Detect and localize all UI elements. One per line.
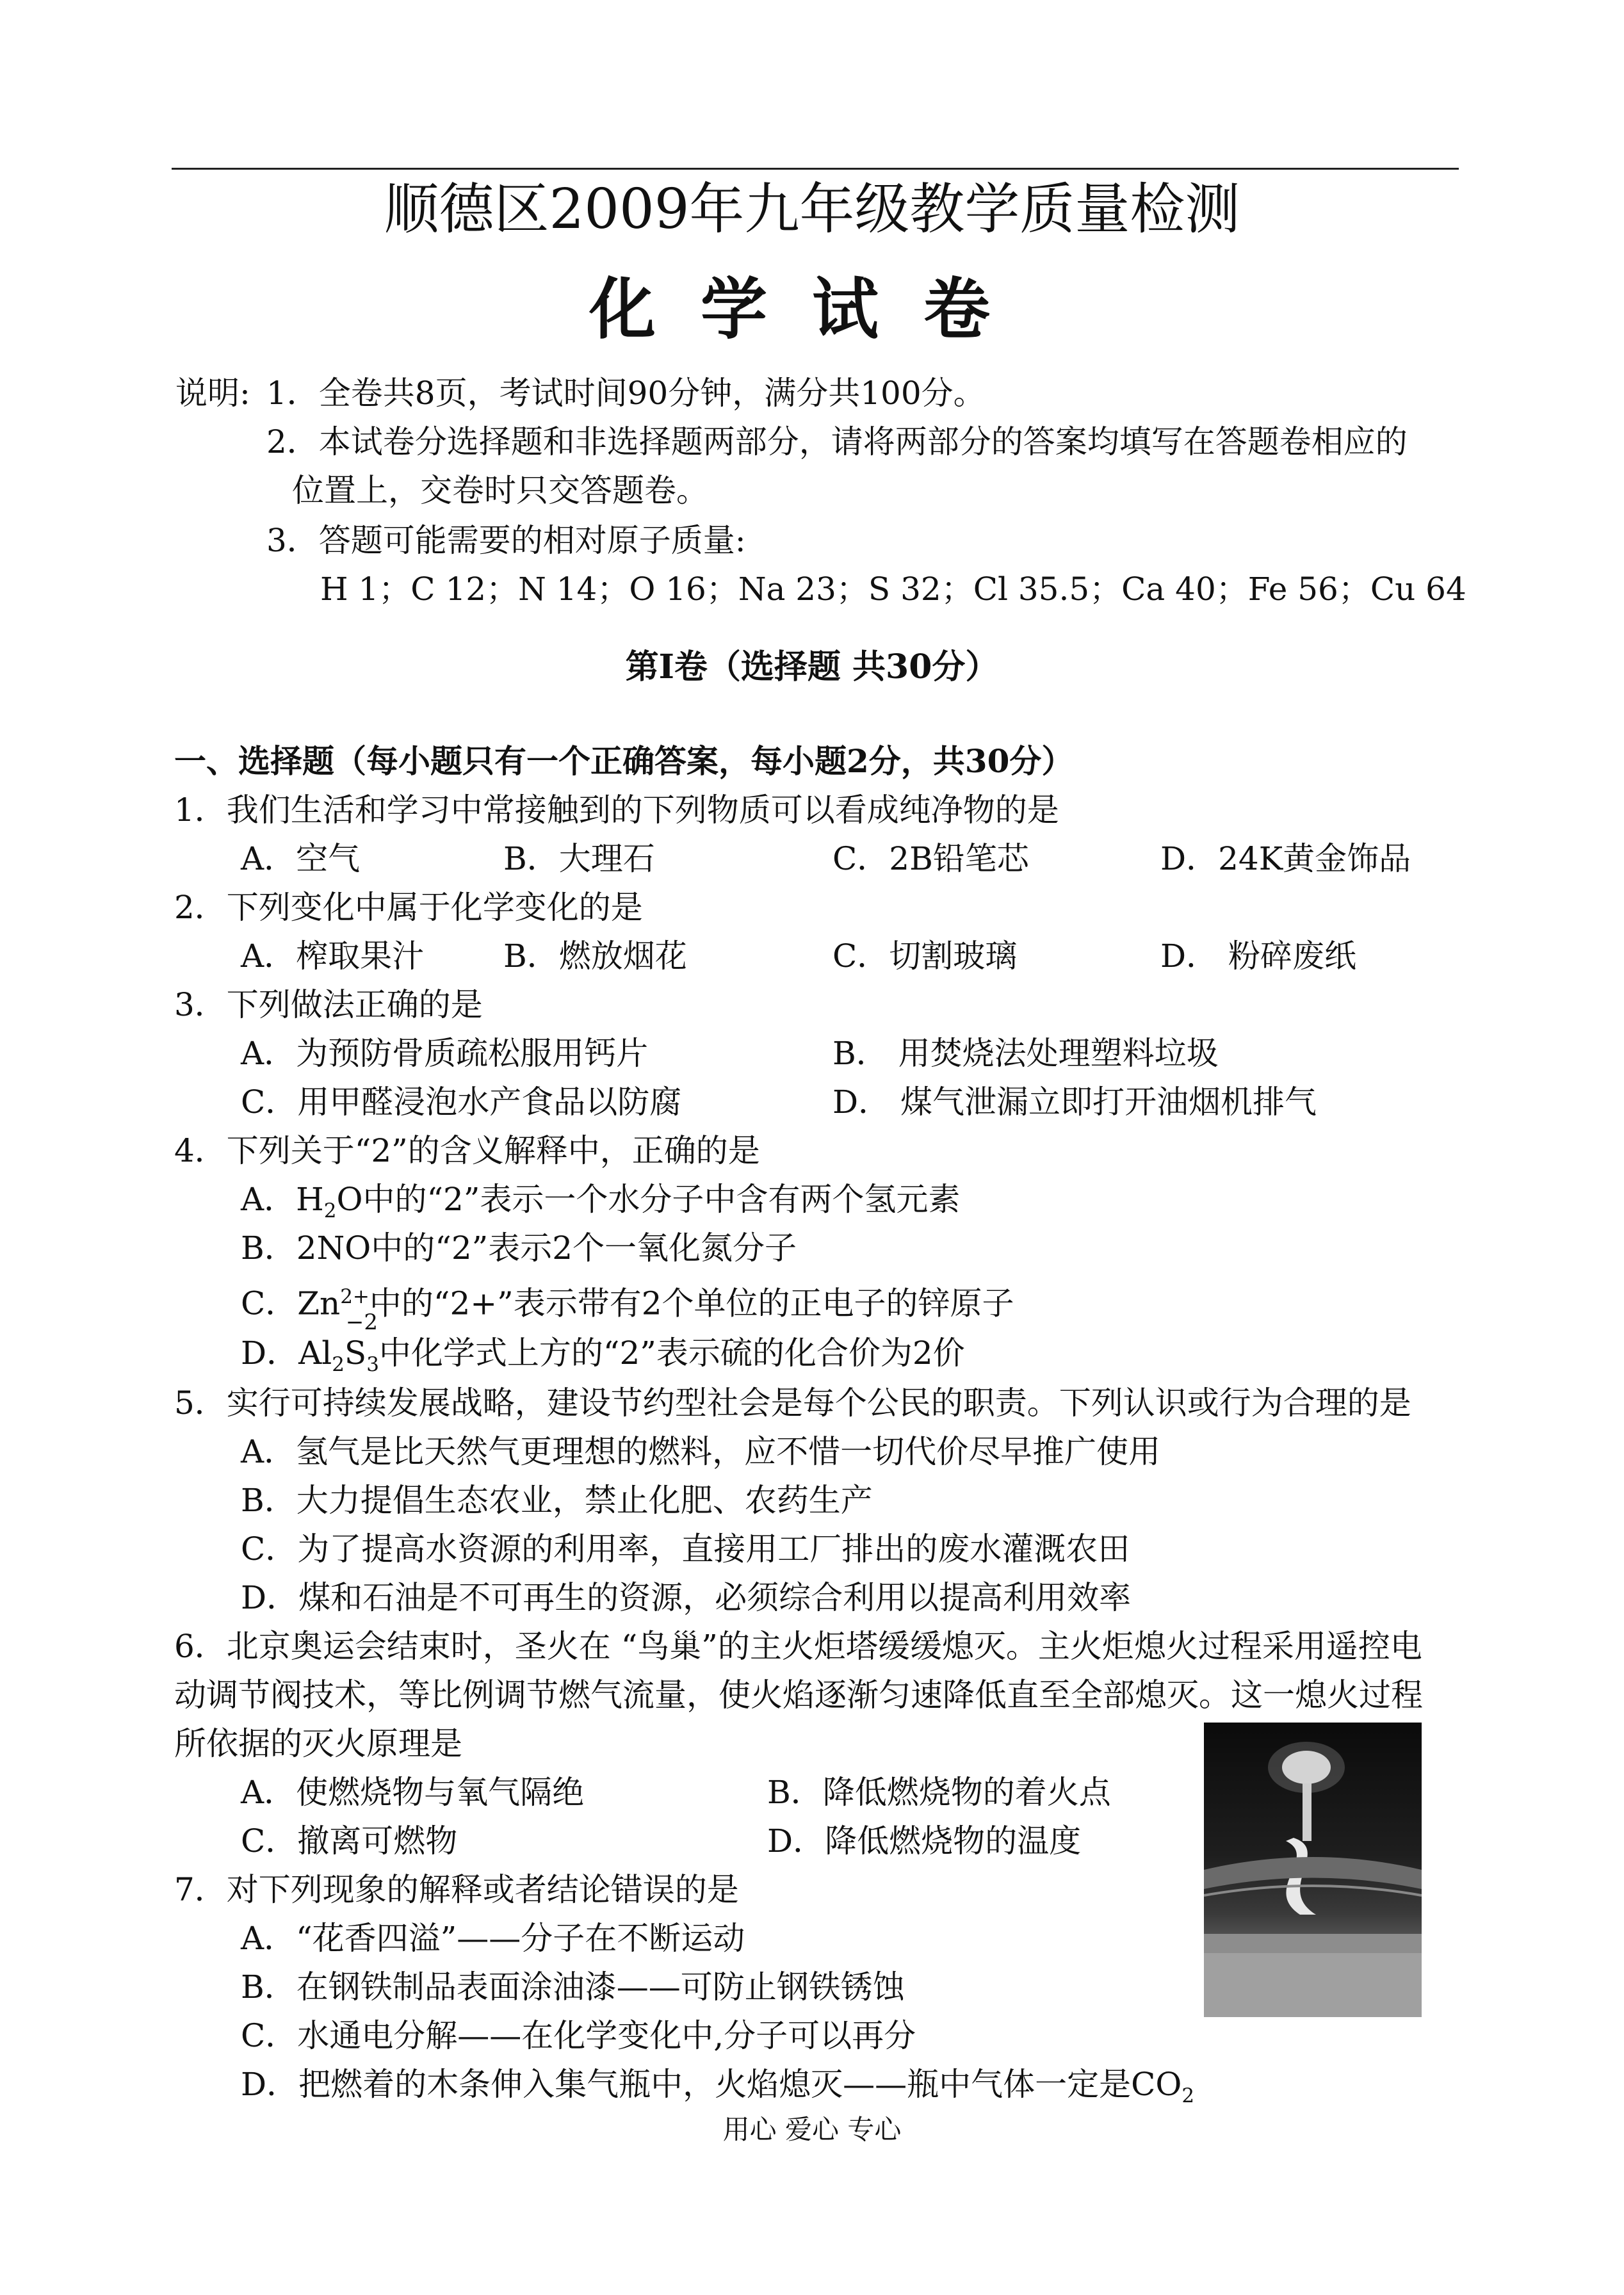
- q2-stem: 2．下列变化中属于化学变化的是: [174, 889, 643, 926]
- section-title: 第Ⅰ卷（选择题 共30分）: [625, 647, 999, 686]
- instruction-3: 3．答题可能需要的相对原子质量:: [266, 522, 746, 559]
- q3-option-a: A．为预防骨质疏松服用钙片: [241, 1035, 649, 1072]
- q7-option-d: D．把燃着的木条伸入集气瓶中，火焰熄灭——瓶中气体一定是$CO_2$: [241, 2066, 1195, 2107]
- q5-option-c: C．为了提高水资源的利用率，直接用工厂排出的废水灌溉农田: [241, 1530, 1130, 1568]
- atomic-masses: H 1；C 12；N 14；O 16；Na 23；S 32；Cl 35.5；Ca 40；Fe 56；Cu 64: [320, 571, 1466, 608]
- instruction-1: 1．全卷共8页，考试时间90分钟，满分共100分。: [266, 375, 986, 412]
- q5-option-b: B．大力提倡生态农业，禁止化肥、农药生产: [241, 1482, 873, 1519]
- part-heading: 一、选择题（每小题只有一个正确答案，每小题2分，共30分）: [174, 742, 1074, 780]
- q1-option-c: C．2B铅笔芯: [832, 840, 1029, 877]
- q1-option-b: B．大理石: [503, 840, 655, 877]
- q4-option-d: D．$Al_2$ −2 $S_3$中化学式上方的“2”表示硫的化合价为2价: [241, 1310, 965, 1376]
- q2-option-a: A．榨取果汁: [241, 937, 425, 975]
- q4-option-b: B．2NO中的“2”表示2个一氧化氮分子: [241, 1229, 797, 1267]
- q4-option-a: A．$H_2O$中的“2”表示一个水分子中含有两个氢元素: [241, 1181, 961, 1222]
- q3-option-c: C．用甲醛浸泡水产食品以防腐: [241, 1083, 682, 1121]
- instruction-2: 2．本试卷分选择题和非选择题两部分，请将两部分的答案均填写在答题卷相应的: [266, 423, 1408, 460]
- exam-subtitle: 化学试卷: [589, 270, 1035, 348]
- valence-mark: −2: [345, 1310, 378, 1335]
- q3-option-b: B． 用焚烧法处理塑料垃圾: [832, 1035, 1219, 1072]
- instruction-2-cont: 位置上，交卷时只交答题卷。: [292, 472, 708, 509]
- q3-stem: 3．下列做法正确的是: [174, 986, 483, 1023]
- top-rule: [172, 168, 1459, 170]
- q4-stem: 4．下列关于“2”的含义解释中，正确的是: [174, 1132, 760, 1169]
- torch-photo-graphic: [1204, 1723, 1422, 2017]
- q6-option-a: A．使燃烧物与氧气隔绝: [241, 1774, 585, 1811]
- q4-option-c: C．$Zn^{2+}$中的“2+”表示带有2个单位的正电子的锌原子: [241, 1285, 1014, 1322]
- q6-option-d: D．降低燃烧物的温度: [767, 1822, 1082, 1860]
- q6-option-c: C．撤离可燃物: [241, 1822, 458, 1860]
- q6-stem-line2: 动调节阀技术，等比例调节燃气流量，使火焰逐渐匀速降低直至全部熄灭。这一熄火过程: [174, 1676, 1423, 1714]
- q6-stem-line1: 6．北京奥运会结束时，圣火在 “鸟巢”的主火炬塔缓缓熄灭。主火炬熄火过程采用遥控电: [174, 1628, 1422, 1665]
- q2-option-b: B．燃放烟花: [503, 937, 687, 975]
- olympic-torch-photo: [1204, 1723, 1422, 2017]
- q5-option-d: D．煤和石油是不可再生的资源，必须综合利用以提高利用效率: [241, 1579, 1132, 1616]
- q6-stem-line3: 所依据的灭火原理是: [174, 1725, 462, 1762]
- q7-stem: 7．对下列现象的解释或者结论错误的是: [174, 1871, 739, 1908]
- q5-stem: 5．实行可持续发展战略，建设节约型社会是每个公民的职责。下列认识或行为合理的是: [174, 1384, 1411, 1422]
- q1-option-a: A．空气: [241, 840, 361, 877]
- q2-option-c: C．切割玻璃: [832, 937, 1018, 975]
- q7-option-c: C．水通电分解——在化学变化中,分子可以再分: [241, 2017, 916, 2054]
- instructions-label: 说明:: [175, 375, 250, 412]
- q5-option-a: A．氢气是比天然气更理想的燃料，应不惜一切代价尽早推广使用: [241, 1433, 1161, 1470]
- page-footer: 用心 爱心 专心: [722, 2114, 902, 2145]
- q3-option-d: D． 煤气泄漏立即打开油烟机排气: [832, 1083, 1317, 1121]
- q7-option-a: A．“花香四溢”——分子在不断运动: [241, 1920, 745, 1957]
- q2-option-d: D． 粉碎废纸: [1160, 937, 1356, 975]
- q1-option-d: D．24K黄金饰品: [1160, 840, 1411, 877]
- q1-stem: 1．我们生活和学习中常接触到的下列物质可以看成纯净物的是: [174, 791, 1059, 829]
- exam-title: 顺德区2009年九年级教学质量检测: [384, 177, 1240, 241]
- q6-option-b: B．降低燃烧物的着火点: [767, 1774, 1111, 1811]
- q7-option-b: B．在钢铁制品表面涂油漆——可防止钢铁锈蚀: [241, 1968, 905, 2006]
